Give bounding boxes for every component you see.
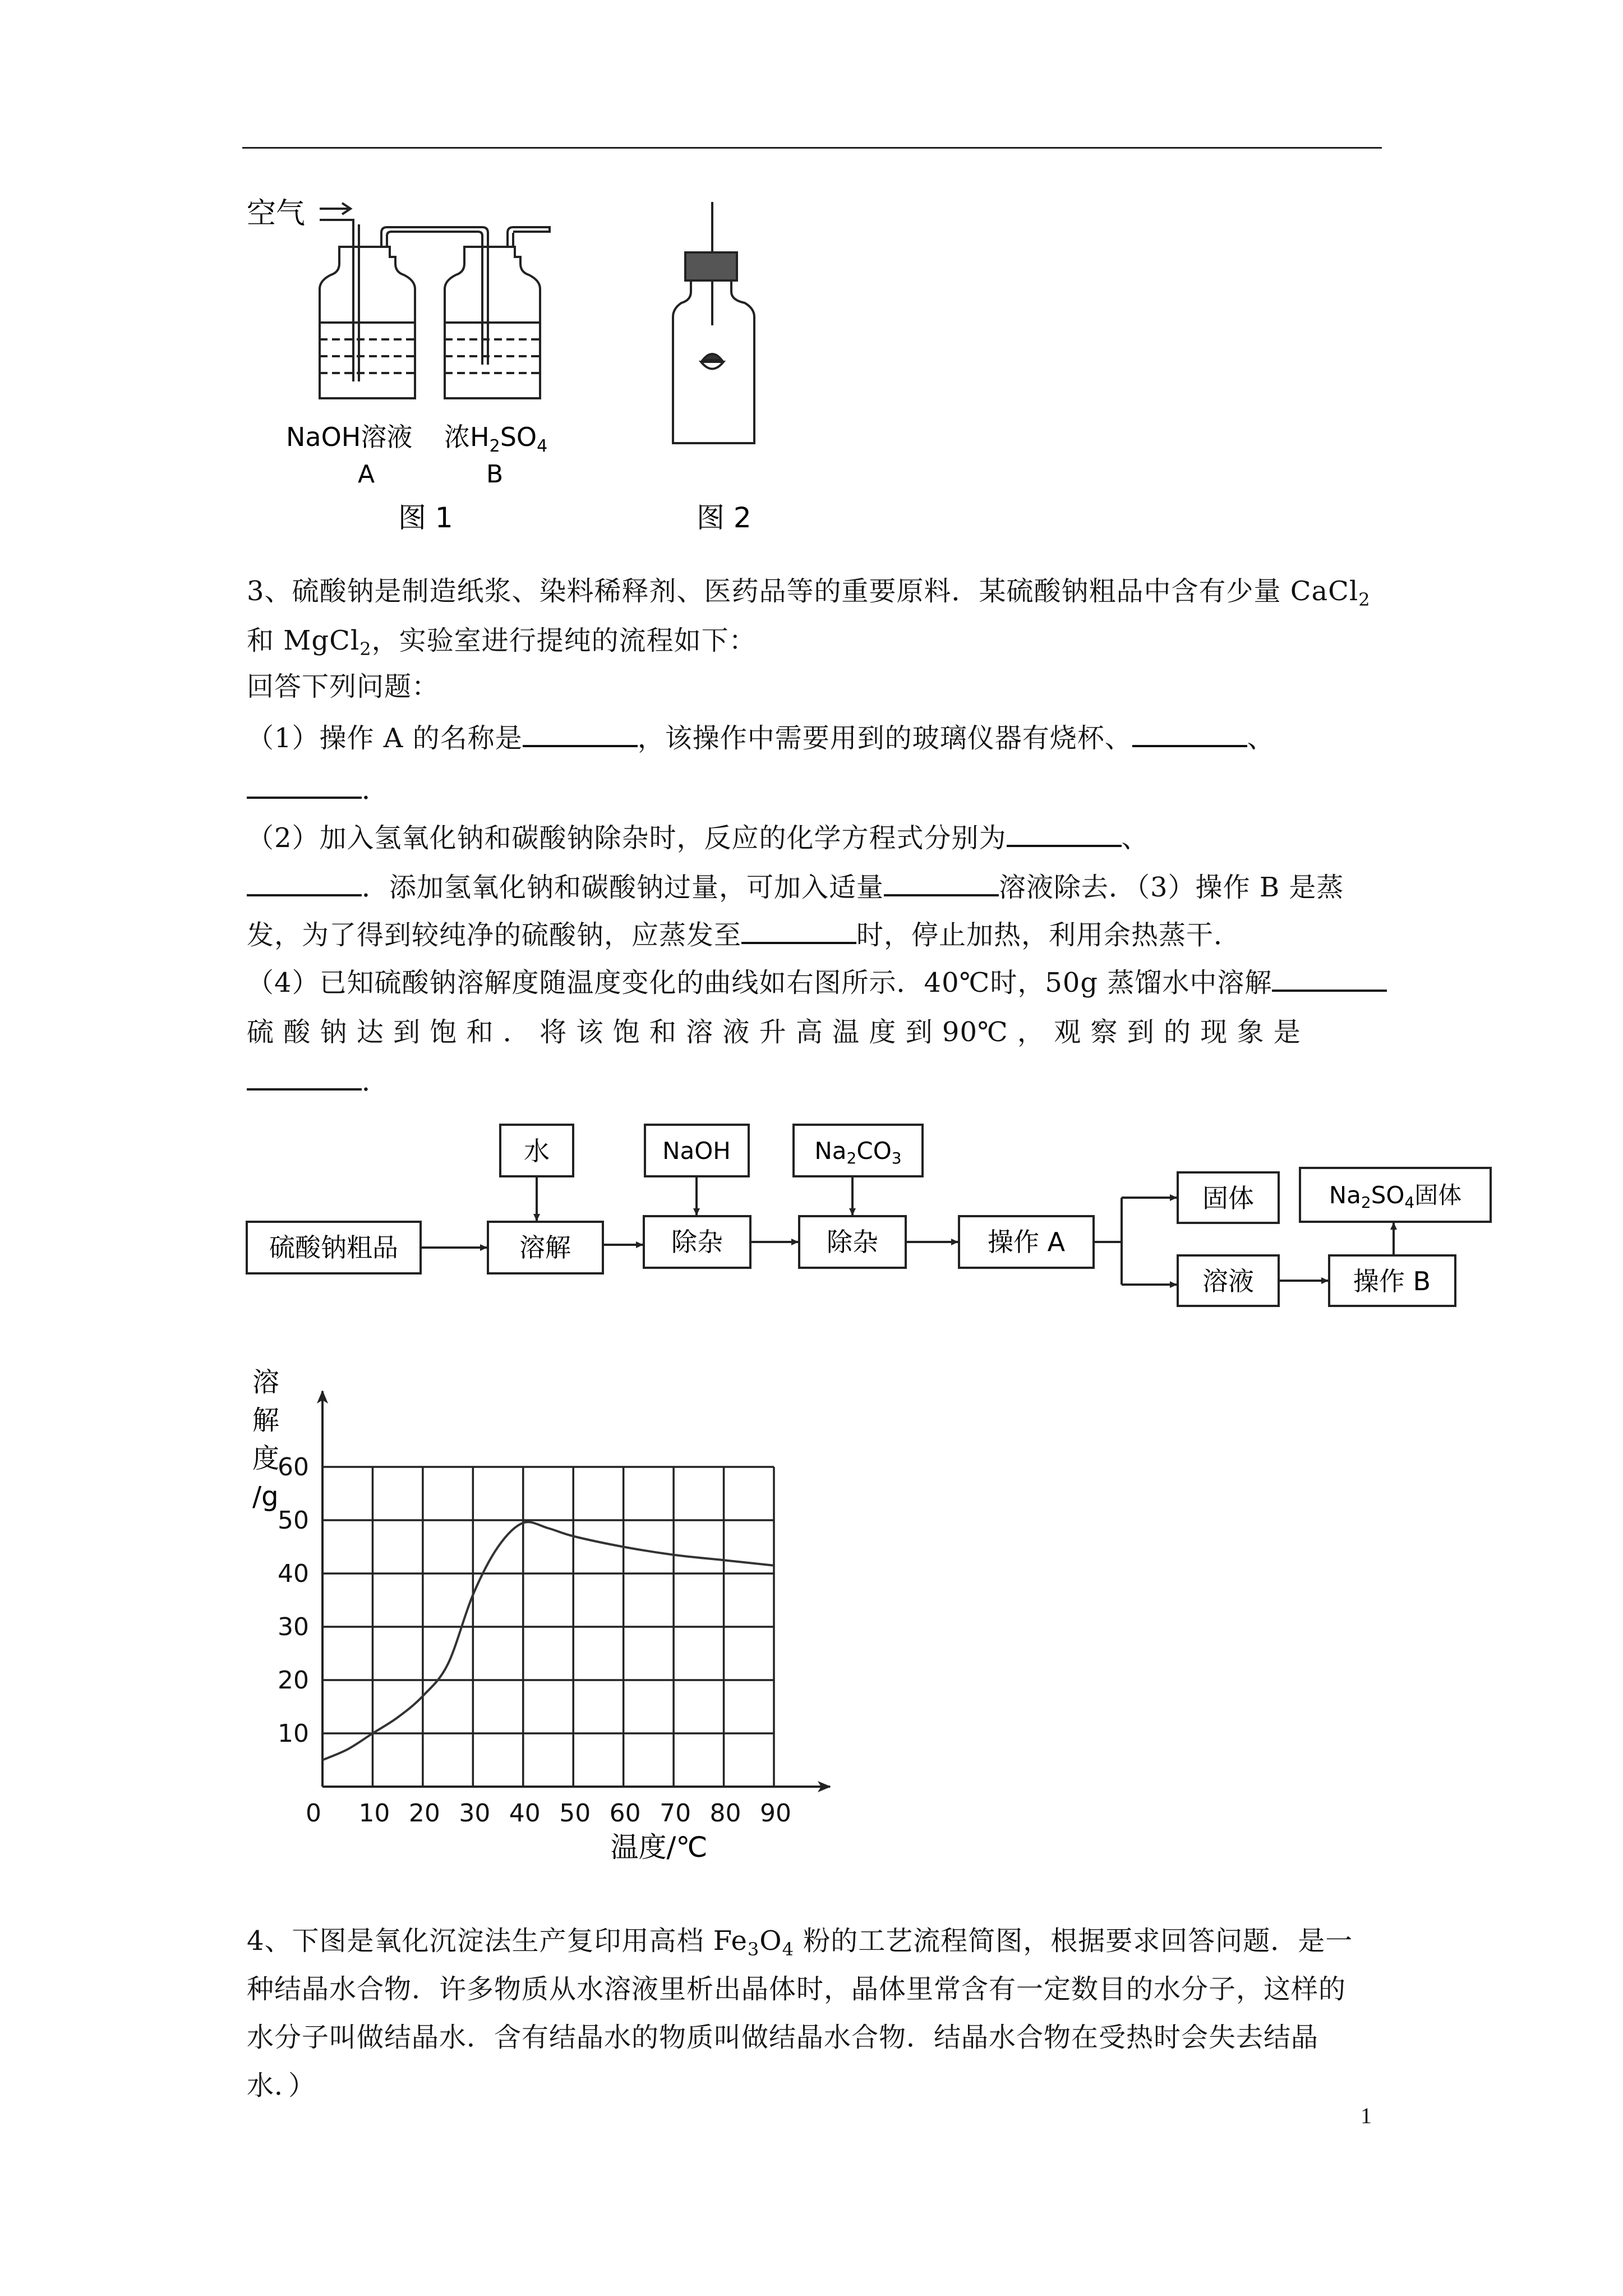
y-tick-label: 50 — [278, 1506, 309, 1535]
y-tick-label: 30 — [278, 1613, 309, 1641]
flow-naoh-label: NaOH — [662, 1137, 731, 1165]
x-axis-label: 温度/℃ — [610, 1831, 708, 1864]
answer-blank[interactable] — [247, 1060, 362, 1091]
y-tick-label: 60 — [278, 1453, 309, 1481]
flow-crude-label: 硫酸钠粗品 — [269, 1232, 398, 1263]
flow-product-label: Na2SO4固体 — [1329, 1181, 1462, 1212]
x-tick-label: 60 — [609, 1799, 641, 1828]
q3-line9: （4）已知硫酸钠溶解度随温度变化的曲线如右图所示．40℃时，50g 蒸馏水中溶解 — [247, 959, 1380, 1006]
flow-remove2-label: 除杂 — [827, 1227, 878, 1257]
flow-solution-label: 溶液 — [1202, 1266, 1254, 1296]
q3-line4: （1）操作 A 的名称是 ，该操作中需要用到的玻璃仪器有烧杯、 、 — [247, 715, 1380, 762]
x-tick-label: 40 — [509, 1799, 541, 1828]
bottle-b-letter: B — [486, 460, 504, 489]
page-number: 1 — [1361, 2103, 1372, 2128]
x-tick-label: 80 — [709, 1799, 741, 1828]
q4-line1: 4、下图是氧化沉淀法生产复印用高档 $Fe_3O_4$ 粉的工艺流程简图，根据要求回答问题．是一 — [247, 1925, 1353, 1960]
x-tick-label: 20 — [408, 1799, 440, 1828]
figure1-caption: 图 1 — [398, 501, 453, 534]
q3-line10: 硫 酸 钠 达 到 饱 和 ． 将 该 饱 和 溶 液 升 高 温 度 到 90℃ ， 观 察 到 的 现 象 是 — [247, 1016, 1301, 1048]
y-axis-label: 溶 — [252, 1369, 280, 1398]
flow-water-label: 水 — [524, 1136, 550, 1166]
y-tick-label: 10 — [278, 1719, 309, 1748]
answer-blank[interactable] — [247, 769, 362, 799]
flow-solid-label: 固体 — [1202, 1183, 1254, 1213]
purification-flowchart — [236, 1116, 1525, 1329]
q4-line2: 种结晶水合物．许多物质从水溶液里析出晶体时，晶体里常含有一定数目的水分子，这样的 — [247, 1973, 1347, 2005]
flow-opA-label: 操作 A — [987, 1227, 1066, 1257]
answer-blank[interactable] — [1272, 961, 1387, 992]
q3-line7: ．添加氢氧化钠和碳酸钠过量，可加入适量 溶液除去．（3）操作 B 是蒸 — [247, 864, 1380, 911]
q3-line5: ． — [247, 766, 1380, 813]
answer-blank[interactable] — [1132, 717, 1247, 747]
answer-blank[interactable] — [523, 717, 638, 747]
y-tick-label: 20 — [278, 1666, 309, 1695]
y-axis-label: 度 — [252, 1443, 280, 1474]
answer-blank[interactable] — [247, 866, 362, 896]
header-rule — [242, 147, 1382, 149]
x-tick-label: 50 — [559, 1799, 591, 1828]
q4-line3: 水分子叫做结晶水．含有结晶水的物质叫做结晶水合物．结晶水合物在受热时会失去结晶 — [247, 2022, 1319, 2053]
figure2-caption: 图 2 — [697, 501, 751, 534]
flow-na2co3-label: Na2CO3 — [814, 1137, 902, 1167]
flow-dissolve-label: 溶解 — [519, 1232, 571, 1263]
q3-line8: 发，为了得到较纯净的硫酸钠，应蒸发至 时，停止加热，利用余热蒸干． — [247, 912, 1380, 959]
answer-blank[interactable] — [884, 866, 999, 896]
x-tick-label: 30 — [459, 1799, 491, 1828]
flow-opB-label: 操作 B — [1353, 1266, 1431, 1296]
y-tick-label: 40 — [278, 1559, 309, 1588]
q3-line2: 和 MgCl$_2$，实验室进行提纯的流程如下： — [247, 625, 757, 660]
bottle-b-label: 浓$H_2SO_4$ — [444, 422, 548, 456]
q3-line3: 回答下列问题： — [247, 671, 440, 702]
q3-line6: （2）加入氢氧化钠和碳酸钠除杂时，反应的化学方程式分别为 、 — [247, 815, 1380, 862]
x-tick-label: 10 — [358, 1799, 390, 1828]
bottle-a-label: NaOH溶液 — [286, 422, 413, 452]
q3-line11: ． — [247, 1058, 1380, 1105]
x-tick-label: 90 — [760, 1799, 791, 1828]
solubility-chart — [236, 1369, 880, 1874]
q3-line1: 3、硫酸钠是制造纸浆、染料稀释剂、医药品等的重要原料．某硫酸钠粗品中含有少量 CaCl$_2$ — [247, 576, 1371, 610]
y-axis-label: /g — [252, 1481, 279, 1512]
x-tick-label: 70 — [660, 1799, 691, 1828]
flow-remove1-label: 除杂 — [671, 1227, 723, 1257]
apparatus-figure — [236, 191, 852, 539]
y-axis-label: 解 — [252, 1405, 280, 1436]
bottle-a-letter: A — [358, 460, 375, 489]
air-label: 空气 — [247, 197, 306, 231]
q4-line4: 水．） — [247, 2070, 316, 2101]
x-tick-label: 0 — [306, 1799, 321, 1828]
answer-blank[interactable] — [1007, 817, 1122, 847]
solubility-curve — [322, 1522, 774, 1760]
answer-blank[interactable] — [741, 914, 856, 944]
